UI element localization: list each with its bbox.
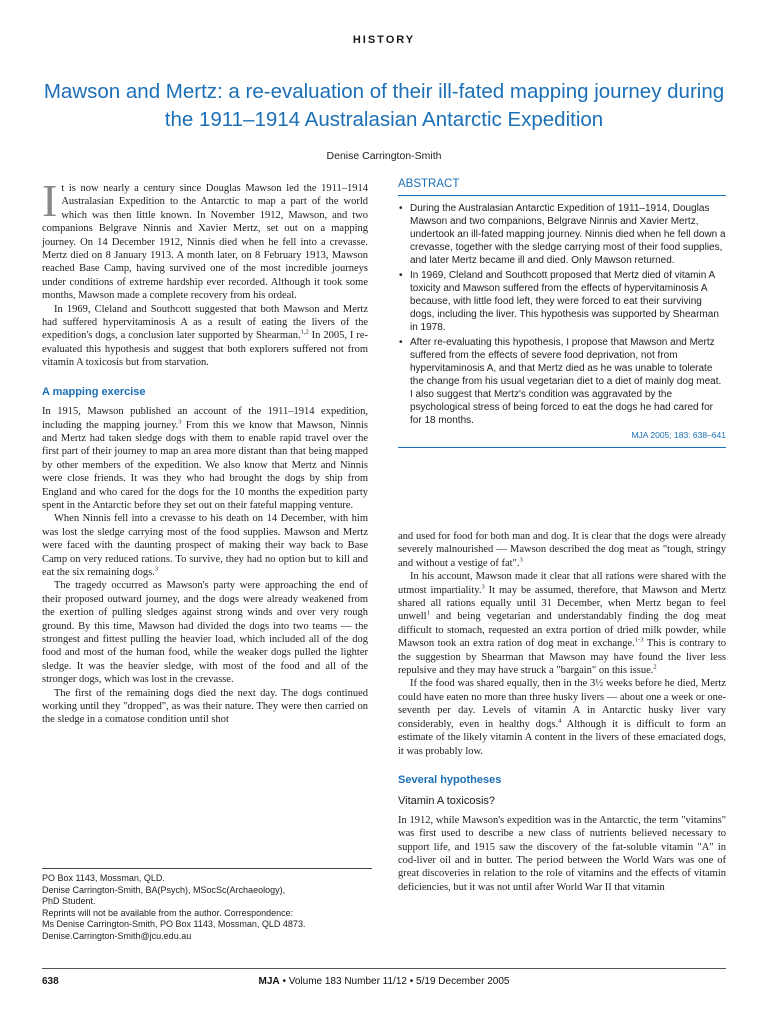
intro-paragraph: It is now nearly a century since Douglas Mawson led the 1911–1914 Australasian Expedition to the Antarctic to map a part of the world which was then little known. In November 1912, Mawson, and two companions Belgrave Ninnis and Xavier Mertz, set out on a mapping journey. On 14 December 1912, Ninnis died when he fell into a crevasse. Mertz died on 8 January 1913. A month later, on 8 February 1913, Mawson reached Base Camp, having survived one of the most incredible journeys under conditions of extreme hardship ever recorded. Although it took some months, Mawson made a complete recovery from his ordeal. bbox=[42, 175, 368, 302]
reference: 1 bbox=[426, 609, 430, 617]
author-footnote bbox=[42, 868, 372, 943]
body-paragraph: When Ninnis fell into a crevasse to his death on 14 December, with him was lost the sledge carrying most of the food supplies. Mawson and Mertz were faced with the daunting prospect of making their way back to Base Camp on very reduced rations. To survive, they had no option but to kill and eat the six remaining dogs.$^3$ bbox=[42, 513, 368, 578]
reference: 3 bbox=[481, 583, 485, 591]
drop-cap: I bbox=[42, 175, 58, 226]
footnote-role: PhD Student. bbox=[42, 896, 96, 907]
body-paragraph: In 1969, Cleland and Southcott suggested that both Mawson and Mertz had suffered hypervitaminosis A as a result of eating the livers of the expedition's dogs, a conclusion later supported by Shearman.$^{1,2}$ In 2005, I re-evaluated this hypothesis and suggest that both explorers suffered not from vitamin A toxicosis but from starvation. bbox=[42, 303, 368, 369]
subheading-vitamin: Vitamin A toxicosis? bbox=[398, 795, 496, 808]
footer-rule bbox=[42, 968, 726, 969]
abstract-heading: ABSTRACT bbox=[398, 178, 726, 196]
page-number: 638 bbox=[42, 976, 59, 987]
abstract-box bbox=[398, 178, 726, 448]
right-column bbox=[398, 530, 726, 894]
journal-volume: Volume 183 Number 11/12 bbox=[288, 976, 407, 987]
journal-line bbox=[0, 976, 768, 987]
body-paragraph: If the food was shared equally, then in the 3½ weeks before he died, Mertz could have eaten no more than three husky livers — about one a week or one-seventh per day. Levels of vitamin A in Antarctic husky liver vary considerably, even in healthy dogs.$^4$ Although it is difficult to form an estimate of the likely vitamin A content in the livers of these emaciated dogs, it was probably low. bbox=[398, 678, 727, 757]
separator: • bbox=[282, 976, 286, 987]
section-heading-mapping: A mapping exercise bbox=[42, 385, 146, 398]
footnote-author: Denise Carrington-Smith, BA(Psych), MSocSc(Archaeology), bbox=[42, 884, 286, 895]
separator: • bbox=[409, 976, 414, 987]
left-column bbox=[42, 175, 368, 727]
body-paragraph: In 1912, while Mawson's expedition was in the Antarctic, the term "vitamins" was first used to describe a new class of nutrients believed necessary to support life, and 1915 saw the discovery of the fat-soluble vitamin "A" in cod-liver oil and in butter. The period between the World Wars was one of great discoveries in relation to the role of vitamins and the effects of vitamin deficiencies, but it was not until after World War II that vitamin bbox=[398, 814, 726, 893]
footnote-reprints: Reprints will not be available from the author. Correspondence: bbox=[42, 907, 294, 918]
abstract-bullet: • After re-evaluating this hypothesis, I propose that Mawson and Mertz suffered from the effects of severe food deprivation, not from hypervitaminosis A, and that Mertz died as he was unable to tolerate the change from his usual vegetarian diet to a diet of mainly dog meat. I also suggest that Mertz's condition was aggravated by the psychological stress of being forced to eat the dogs he had cared for for 18 months. bbox=[399, 337, 722, 426]
body-paragraph: The tragedy occurred as Mawson's party were approaching the end of their proposed outward journey, and the dogs were already weakened from the exertion of pulling sledges against strong winds and over very rough ground. By this time, Mawson had divided the dogs into two teams — the strongest and fittest pulling the heavier load, which included all of the dog food and most of the human food, while the weaker dogs pulled the lighter sledge. It was the heavier sledge, with most of the food and all of the stronger dogs, which was lost in the crevasse. bbox=[42, 580, 368, 686]
body-paragraph: The first of the remaining dogs died the next day. The dogs continued working until they "dropped", as was their nature. They were then carried on the sledge in a comatose condition until shot bbox=[42, 687, 368, 726]
reference: 4 bbox=[558, 717, 562, 725]
reference: 1-3 bbox=[634, 636, 644, 644]
reference: 2 bbox=[653, 663, 657, 671]
abstract-bullet: • During the Australasian Antarctic Expedition of 1911–1914, Douglas Mawson and two companions, Belgrave Ninnis and Xavier Mertz, undertook an ill-fated mapping journey. Ninnis died when he fell down a crevasse, together with the sledge carrying most of their food supplies, and later Mertz became ill and died. Only Mawson returned. bbox=[399, 203, 726, 266]
abstract-bullet: • In 1969, Cleland and Southcott proposed that Mertz died of vitamin A toxicity and Mawson suffered from the effects of hypervitaminosis A because, with little food left, they were forced to eat their surviving dogs, including the liver. This hypothesis was supported by Shearman in 1978. bbox=[399, 270, 719, 333]
article-author: Denise Carrington-Smith bbox=[326, 150, 442, 162]
body-paragraph: and used for food for both man and dog. It is clear that the dogs were already severely malnourished — Mawson described the dog meat as "tough, stringy and without a vestige of fat".$^3$ bbox=[398, 531, 726, 569]
article-title: Mawson and Mertz: a re-evaluation of their ill-fated mapping journey during the 1911–1914 Australasian Antarctic Expedition bbox=[43, 80, 725, 131]
reference: 3 bbox=[154, 565, 159, 573]
reference: 1,2 bbox=[300, 328, 309, 336]
footnote-correspondence: Ms Denise Carrington-Smith, PO Box 1143, Mossman, QLD 4873. bbox=[42, 919, 306, 930]
journal-name: MJA bbox=[258, 976, 280, 987]
abstract-citation: MJA 2005; 183: 638–641 bbox=[398, 430, 726, 448]
reference: 3 bbox=[519, 556, 523, 564]
journal-date: 5/19 December 2005 bbox=[416, 976, 510, 987]
section-heading-hypotheses: Several hypotheses bbox=[398, 773, 502, 786]
body-paragraph: In his account, Mawson made it clear that all rations were shared with the utmost impartiality.$^3$ It may be assumed, therefore, that Mawson and Mertz shared all rations equally until 31 December, when Mertz began to feel unwell$^1$ and being vegetarian and understandably finding the dog meat difficult to stomach, requested an extra portion of dried milk powder, while Mawson took an extra ration of dog meat in exchange.$^{1-3}$ This is contrary to the suggestion by Shearman that Mawson may have found the liver less repulsive and they may have struck a "bargain" on this issue.$^2$ bbox=[398, 571, 726, 677]
abstract-list bbox=[398, 202, 726, 427]
body-paragraph: In 1915, Mawson published an account of the 1911–1914 expedition, including the mapping journey.$^3$ From this we know that Mawson, Ninnis and Mertz had taken sledge dogs with them to enable rapid travel over the first part of their journey to map an area more distant than that being mapped by other members of the expedition. We also know that Mertz and Ninnis were close friends. It was they who had brought the dogs by ship from England and who cared for the dogs for the 10 months the expedition party spent in the Antarctic before they set out on their fateful mapping venture. bbox=[42, 406, 368, 511]
section-tag: HISTORY bbox=[352, 34, 416, 46]
footnote-address: PO Box 1143, Mossman, QLD. bbox=[42, 873, 165, 883]
reference: 3 bbox=[178, 418, 182, 425]
footnote-email: Denise.Carrington-Smith@jcu.edu.au bbox=[42, 930, 192, 941]
